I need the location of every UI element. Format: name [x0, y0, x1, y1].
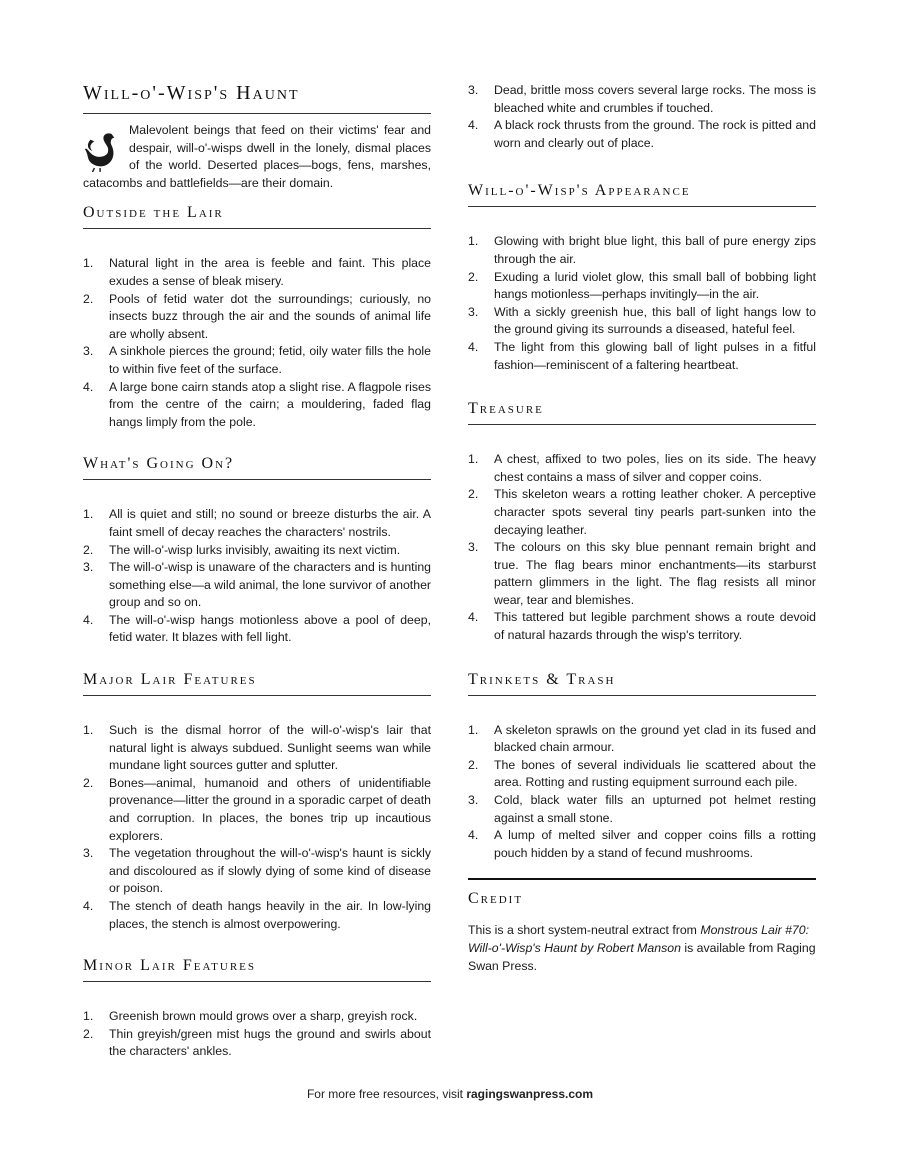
list-item: 3. The colours on this sky blue pennant remain bright and true. The flag bears minor enchantments—its starburst pattern glimmers in the light. The flag resists all minor wear, tear and blemishes.: [468, 540, 816, 607]
section-heading-credit: Credit: [468, 890, 524, 908]
list-item: 4. The stench of death hangs heavily in the air. In low-lying places, the stench is almost overpowering.: [83, 899, 431, 931]
list-item: 3. The vegetation throughout the will-o'-wisp's haunt is sickly and discoloured as if slowly dying of some kind of disease or poison.: [83, 846, 431, 896]
list-item: 4. A large bone cairn stands atop a slight rise. A flagpole rises from the centre of the cairn; a mouldering, faded flag hangs limply from the pole.: [83, 379, 431, 429]
trinkets-list: [468, 722, 816, 863]
list-item: 3. A sinkhole pierces the ground; fetid, oily water fills the hole to within five feet of the surface.: [83, 344, 431, 376]
list-item: 3. Cold, black water fills an upturned pot helmet resting against a small stone.: [468, 793, 816, 825]
list-item: 2. The will-o'-wisp lurks invisibly, awaiting its next victim.: [83, 542, 401, 557]
section-heading-outside: Outside the Lair: [83, 204, 431, 229]
list-item: 3. Dead, brittle moss covers several large rocks. The moss is bleached white and crumbles if touched.: [468, 83, 816, 115]
list-item: 2. Bones—animal, humanoid and others of unidentifiable provenance—litter the ground in a sporadic carpet of death and corruption. In places, the bones trip up incautious explorers.: [83, 775, 431, 843]
list-item: 1. All is quiet and still; no sound or breeze disturbs the air. A faint smell of decay reaches the characters' nostrils.: [83, 507, 431, 539]
page-title: Will-o'-Wisp's Haunt: [83, 82, 431, 114]
list-item: 4. A lump of melted silver and copper coins fills a rotting pouch hidden by a stand of fecund mushrooms.: [468, 828, 816, 860]
minor-list-part1: [83, 1008, 431, 1061]
list-item: 4. This tattered but legible parchment shows a route devoid of natural hazards through the wisp's territory.: [468, 610, 816, 643]
appearance-list: [468, 233, 816, 374]
right-column: [468, 82, 816, 975]
list-item: 1. Such is the dismal horror of the will-o'-wisp's lair that natural light is always subdued. Sunlight seems wan while mundane light sources gutter and splutter.: [83, 723, 431, 773]
list-item: 2. This skeleton wears a rotting leather choker. A perceptive character spots several tiny pearls part-sunken into the decaying leather.: [468, 487, 816, 537]
divider: [468, 878, 816, 880]
list-item: 1. Glowing with bright blue light, this ball of pure energy zips through the air.: [468, 234, 816, 266]
list-item: 1. A skeleton sprawls on the ground yet clad in its fused and blacked chain armour.: [468, 722, 816, 755]
footer-link[interactable]: ragingswanpress.com: [466, 1087, 594, 1101]
going-on-list: [83, 506, 431, 647]
treasure-list: [468, 451, 816, 645]
list-item: 3. With a sickly greenish hue, this ball of light hangs low to the ground giving its surrounds a diseased, hateful feel.: [468, 304, 816, 337]
list-item: 1. A chest, affixed to two poles, lies on its side. The heavy chest contains a mass of silver and copper coins.: [468, 452, 816, 484]
major-list: [83, 722, 431, 933]
swan-icon: [83, 130, 121, 172]
minor-list-part2: [468, 82, 816, 152]
left-column: [83, 82, 431, 1061]
list-item: 1. Greenish brown mould grows over a sharp, greyish rock.: [83, 1009, 418, 1024]
intro-text: Malevolent beings that feed on their victims' fear and despair, will-o'-wisps dwell in the lonely, dismal places of the world. Deserted places—bogs, fens, marshes, catacombs and battlefields—are their domain.: [83, 123, 431, 190]
section-heading-going-on: What's Going On?: [83, 455, 431, 480]
footer: [0, 1087, 900, 1101]
footer-text: For more free resources, visit: [306, 1087, 467, 1101]
list-item: 4. The will-o'-wisp hangs motionless above a pool of deep, fetid water. It blazes with fell light.: [83, 612, 431, 645]
list-item: 4. The light from this glowing ball of light pulses in a fitful fashion—reminiscent of a faltering heartbeat.: [468, 339, 816, 372]
intro-paragraph: [83, 122, 431, 192]
section-heading-treasure: Treasure: [468, 400, 816, 425]
list-item: 2. Thin greyish/green mist hugs the ground and swirls about the characters' ankles.: [83, 1026, 431, 1059]
list-item: 1. Natural light in the area is feeble and faint. This place exudes a sense of bleak misery.: [83, 256, 431, 288]
list-item: 4. A black rock thrusts from the ground. The rock is pitted and worn and clearly out of place.: [468, 118, 816, 150]
section-heading-appearance: Will-o'-Wisp's Appearance: [468, 182, 816, 207]
outside-list: [83, 255, 431, 431]
section-heading-minor: Minor Lair Features: [83, 957, 431, 982]
list-item: 3. The will-o'-wisp is unaware of the characters and is hunting something else—a wild animal, the lone survivor of another group and so on.: [83, 560, 431, 610]
section-heading-major: Major Lair Features: [83, 671, 431, 696]
section-heading-trinkets: Trinkets & Trash: [468, 671, 816, 696]
list-item: 2. Pools of fetid water dot the surroundings; curiously, no insects buzz through the air and the sounds of animal life are wholly absent.: [83, 291, 431, 341]
list-item: 2. Exuding a lurid violet glow, this small ball of bobbing light hangs motionless—perhaps invitingly—in the air.: [468, 269, 816, 302]
credit-text: This is a short system-neutral extract from Monstrous Lair #70: Will-o'-Wisp's Haunt by Robert Manson is available from Raging Swan Press.: [468, 923, 816, 973]
list-item: 2. The bones of several individuals lie scattered about the area. Rotting and rusting equipment surround each pile.: [468, 757, 816, 790]
